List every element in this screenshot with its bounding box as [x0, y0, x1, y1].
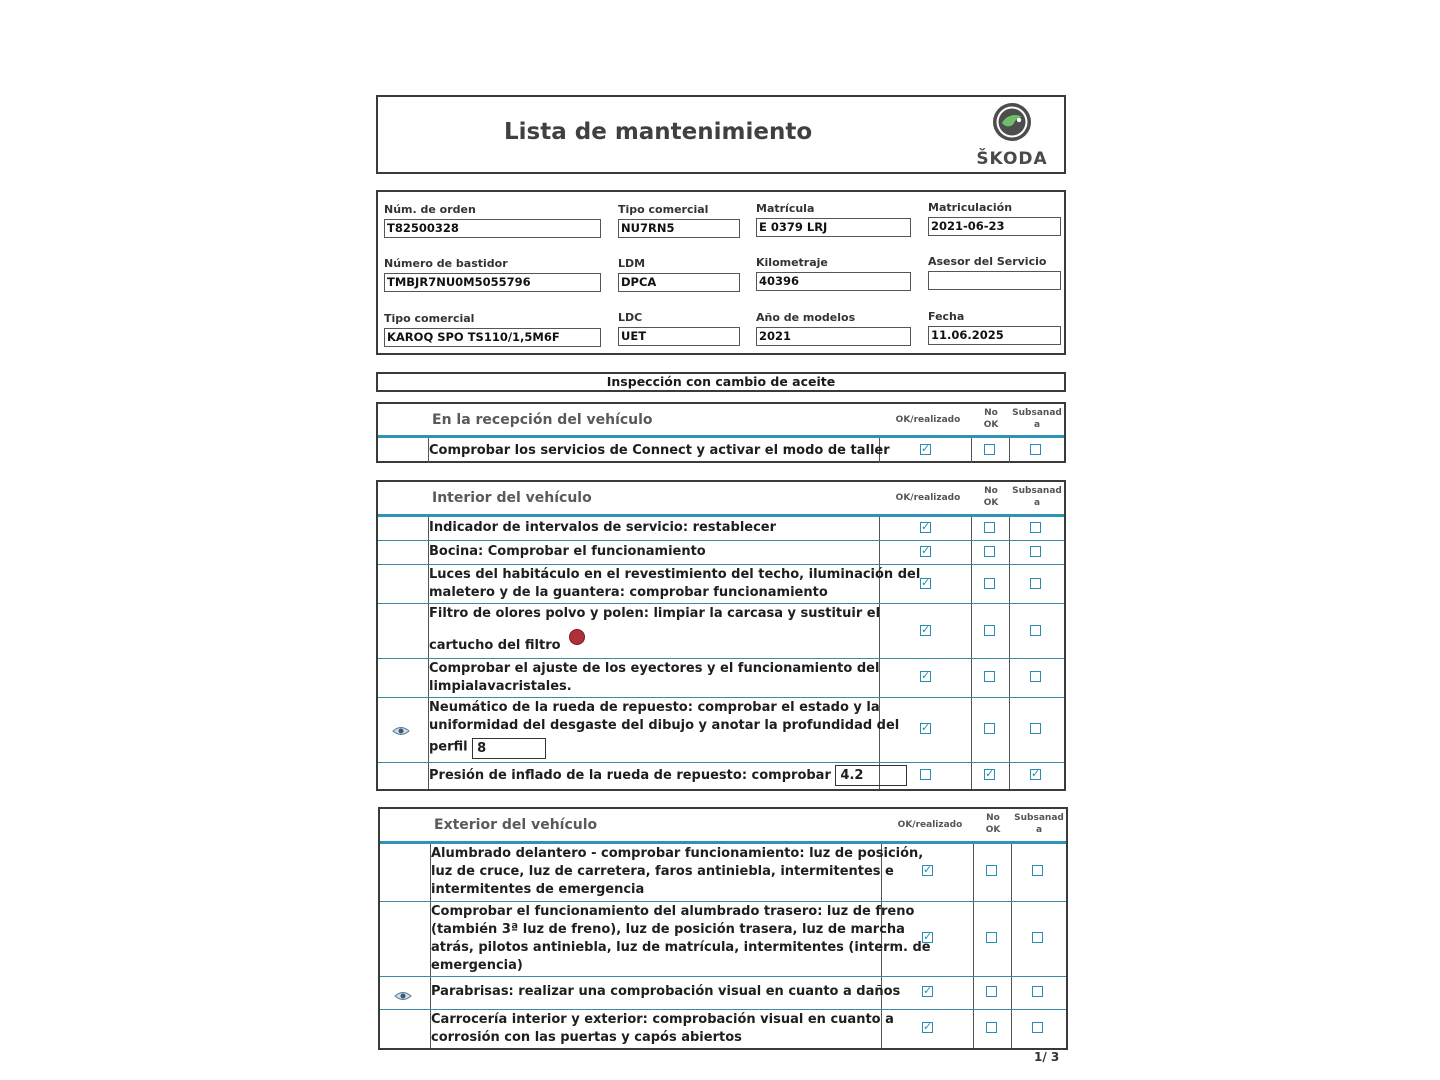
check-item-text: Presión de inflado de la rueda de repuesto: comprobar 4.2 — [429, 765, 907, 786]
check-row — [378, 604, 1064, 659]
nok-checkbox[interactable] — [984, 546, 995, 557]
ok-checkbox[interactable]: ✓ — [921, 442, 931, 455]
ok-checkbox[interactable]: ✓ — [921, 520, 931, 533]
order-number-label: Núm. de orden — [384, 203, 476, 216]
ok-checkbox[interactable]: ✓ — [923, 1020, 933, 1033]
advisor-label: Asesor del Servicio — [928, 255, 1047, 268]
col-fixed-header: Subsanad a — [1014, 813, 1064, 835]
nok-checkbox[interactable] — [984, 625, 995, 636]
ldc-value: UET — [618, 327, 740, 346]
fixed-checkbox[interactable] — [1032, 865, 1043, 876]
model-year-label: Año de modelos — [756, 311, 856, 324]
fixed-checkbox[interactable] — [1030, 522, 1041, 533]
fixed-checkbox[interactable] — [1030, 578, 1041, 589]
eye-icon — [392, 722, 414, 736]
registration-field — [928, 201, 1061, 236]
plate-label: Matrícula — [756, 202, 815, 215]
check-item-text: Bocina: Comprobar el funcionamiento — [429, 544, 706, 559]
skoda-logo — [964, 101, 1060, 169]
nok-checkbox[interactable] — [986, 1022, 997, 1033]
ok-checkbox[interactable]: ✓ — [921, 721, 931, 734]
nok-checkbox[interactable] — [986, 986, 997, 997]
ldc-field — [618, 311, 740, 346]
col-ok-header: OK/realizado — [895, 493, 961, 503]
check-item-text: Filtro de olores polvo y polen: limpiar la carcasa y sustituir el cartucho del filtro — [429, 606, 881, 653]
vin-label: Número de bastidor — [384, 257, 508, 270]
vehicle-info-panel — [376, 190, 1066, 355]
mileage-value: 40396 — [756, 272, 911, 291]
check-row — [378, 517, 1064, 541]
registration-label: Matriculación — [928, 201, 1013, 214]
section-title: En la recepción del vehículo — [432, 412, 653, 428]
section-title: Exterior del vehículo — [434, 817, 598, 833]
check-item-text: Comprobar el funcionamiento del alumbrado trasero: luz de freno (también 3ª luz de freno), luz de posición trasera, luz de marcha atrás, pilotos antiniebla, luz de matrícula, intermitentes (interm. de emergencia) — [431, 904, 931, 973]
mileage-field — [756, 256, 911, 291]
date-field — [928, 310, 1061, 345]
ok-checkbox[interactable]: ✓ — [921, 544, 931, 557]
commercial-type-2-value: KAROQ SPO TS110/1,5M6F — [384, 328, 601, 347]
model-year-field — [756, 311, 911, 346]
nok-checkbox[interactable] — [984, 671, 995, 682]
date-label: Fecha — [928, 310, 965, 323]
section-header — [378, 482, 1064, 517]
section-interior — [376, 480, 1066, 791]
ldm-field — [618, 257, 740, 292]
skoda-emblem-icon — [964, 101, 1060, 147]
check-item-text: Carrocería interior y exterior: comprobación visual en cuanto a corrosión con las puertas y capós abiertos — [431, 1012, 894, 1045]
document-header — [376, 95, 1066, 174]
check-row — [378, 659, 1064, 698]
ok-checkbox[interactable]: ✓ — [921, 669, 931, 682]
advisor-field — [928, 255, 1061, 290]
order-number-field — [384, 203, 601, 238]
commercial-type-2-label: Tipo comercial — [384, 312, 475, 325]
plate-field — [756, 202, 911, 237]
registration-value: 2021-06-23 — [928, 217, 1061, 236]
eye-icon — [394, 987, 416, 1001]
commercial-type-value: NU7RN5 — [618, 219, 740, 238]
fixed-checkbox[interactable]: ✓ — [1031, 767, 1041, 780]
advisor-value — [928, 271, 1061, 290]
col-fixed-header: Subsanad a — [1012, 486, 1062, 508]
col-fixed-header: Subsanad a — [1012, 408, 1062, 430]
commercial-type-field — [618, 203, 740, 238]
fixed-checkbox[interactable] — [1030, 444, 1041, 455]
fixed-checkbox[interactable] — [1030, 723, 1041, 734]
document-title: Lista de mantenimiento — [504, 119, 813, 145]
check-item-text: Comprobar el ajuste de los eyectores y el funcionamiento del limpialavacristales. — [429, 661, 880, 694]
vin-field — [384, 257, 601, 292]
nok-checkbox[interactable]: ✓ — [985, 767, 995, 780]
col-ok-header: OK/realizado — [897, 820, 963, 830]
col-nok-header: No OK — [985, 813, 1001, 835]
ok-checkbox[interactable] — [920, 769, 931, 780]
plate-value: E 0379 LRJ — [756, 218, 911, 237]
check-row — [378, 541, 1064, 565]
check-row — [378, 763, 1064, 789]
red-marker-dot — [569, 629, 585, 645]
check-row — [380, 902, 1066, 977]
section-title: Interior del vehículo — [432, 490, 592, 506]
check-row — [378, 438, 1064, 463]
mileage-label: Kilometraje — [756, 256, 828, 269]
section-reception — [376, 402, 1066, 463]
ok-checkbox[interactable]: ✓ — [923, 984, 933, 997]
check-row — [380, 1010, 1066, 1048]
check-row — [380, 977, 1066, 1010]
check-item-text: Neumático de la rueda de repuesto: comprobar el estado y la uniformidad del desgaste del dibujo y anotar la profundidad del perfil 8 — [429, 699, 899, 759]
date-value: 11.06.2025 — [928, 326, 1061, 345]
col-nok-header: No OK — [983, 408, 999, 430]
fixed-checkbox[interactable] — [1032, 1022, 1043, 1033]
ok-checkbox[interactable]: ✓ — [923, 930, 933, 943]
page-number: 1/ 3 — [1034, 1050, 1060, 1064]
ok-checkbox[interactable]: ✓ — [923, 863, 933, 876]
fixed-checkbox[interactable] — [1030, 546, 1041, 557]
fixed-checkbox[interactable] — [1030, 625, 1041, 636]
check-item-text: Luces del habitáculo en el revestimiento del techo, iluminación del maletero y de la guantera: comprobar funcionamiento — [429, 567, 921, 600]
ldm-label: LDM — [618, 257, 646, 270]
check-item-text: Alumbrado delantero - comprobar funcionamiento: luz de posición, luz de cruce, luz de carretera, faros antiniebla, intermitentes e intermitentes de emergencia — [431, 846, 924, 897]
col-ok-header: OK/realizado — [895, 415, 961, 425]
section-header — [378, 404, 1064, 438]
check-item-text: Comprobar los servicios de Connect y activar el modo de taller — [429, 443, 890, 458]
commercial-type-2-field — [384, 312, 601, 347]
col-nok-header: No OK — [983, 486, 999, 508]
section-exterior — [378, 807, 1068, 1050]
inspection-type-banner: Inspección con cambio de aceite — [376, 372, 1066, 392]
check-item-text: Parabrisas: realizar una comprobación visual en cuanto a daños — [431, 984, 901, 999]
check-row — [378, 698, 1064, 763]
nok-checkbox[interactable] — [984, 578, 995, 589]
ok-checkbox[interactable]: ✓ — [921, 576, 931, 589]
check-item-text: Indicador de intervalos de servicio: restablecer — [429, 520, 777, 535]
nok-checkbox[interactable] — [986, 865, 997, 876]
section-header — [380, 809, 1066, 844]
nok-checkbox[interactable] — [986, 932, 997, 943]
tread-depth-input[interactable]: 8 — [472, 738, 546, 759]
fixed-checkbox[interactable] — [1032, 932, 1043, 943]
vin-value: TMBJR7NU0M5055796 — [384, 273, 601, 292]
check-row — [380, 844, 1066, 902]
nok-checkbox[interactable] — [984, 444, 995, 455]
order-number-value: T82500328 — [384, 219, 601, 238]
nok-checkbox[interactable] — [984, 723, 995, 734]
check-row — [378, 565, 1064, 604]
commercial-type-label: Tipo comercial — [618, 203, 709, 216]
nok-checkbox[interactable] — [984, 522, 995, 533]
brand-wordmark: ŠKODA — [976, 149, 1048, 169]
ldc-label: LDC — [618, 311, 643, 324]
ok-checkbox[interactable]: ✓ — [921, 623, 931, 636]
model-year-value: 2021 — [756, 327, 911, 346]
fixed-checkbox[interactable] — [1032, 986, 1043, 997]
tire-pressure-input[interactable]: 4.2 — [835, 765, 907, 786]
ldm-value: DPCA — [618, 273, 740, 292]
fixed-checkbox[interactable] — [1030, 671, 1041, 682]
